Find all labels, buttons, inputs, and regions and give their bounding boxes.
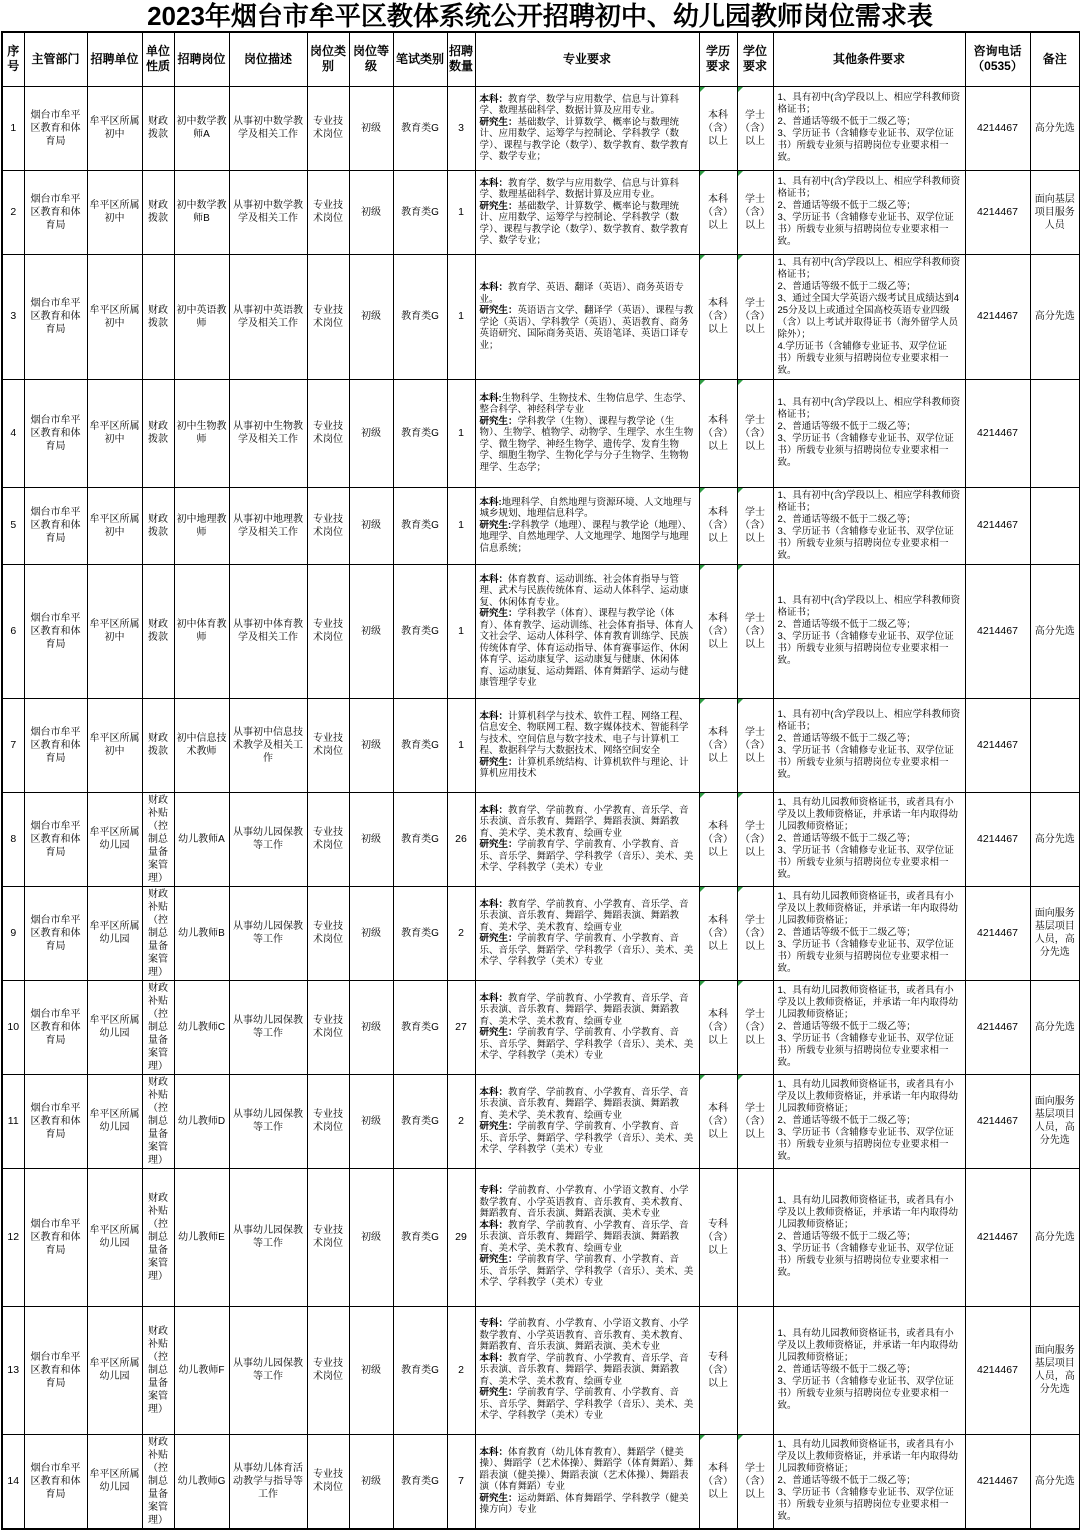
cell-serial: 7 — [2, 698, 24, 792]
recruitment-table — [1, 31, 1080, 1530]
cell-exam-type: 教育类G — [393, 86, 447, 170]
cell-level: 初级 — [349, 86, 393, 170]
cell-majors: 本科：计算机科学与技术、软件工程、网络工程、信息安全、物联网工程、数字媒体技术、智能科学与技术、空间信息与数字技术、电子与计算机工程、数据科学与大数据技术、网络空间安全 研究生：计算机系统结构、计算机软件与理论、计算机应用技术 — [475, 698, 699, 792]
column-header-14: 咨询电话（0535） — [965, 32, 1030, 86]
cell-nature: 财政补贴（控制总量备案管理） — [142, 1074, 174, 1168]
cell-nature: 财政拨款 — [142, 170, 174, 254]
cell-conditions: 1、具有幼儿园教师资格证书，或者具有小学及以上教师资格证，并承诺一年内取得幼儿园教师资格证； 2、普通话等级不低于二级乙等； 3、学历证书（含辅修专业证书、双学位证书）所载专业须与招聘岗位专业要求相一致。 — [773, 792, 965, 886]
cell-description: 从事幼儿园保教等工作 — [229, 980, 307, 1074]
cell-remark: 高分先选 — [1030, 1168, 1080, 1306]
cell-conditions: 1、具有初中(含)学段以上、相应学科教师资格证书； 2、普通话等级不低于二级乙等； 3、学历证书（含辅修专业证书、双学位证书）所载专业须与招聘岗位专业要求相一致。 — [773, 86, 965, 170]
cell-category: 专业技术岗位 — [307, 1168, 349, 1306]
cell-unit: 牟平区所属幼儿园 — [87, 1434, 142, 1529]
cell-category: 专业技术岗位 — [307, 487, 349, 564]
table-row — [2, 86, 1080, 170]
cell-phone: 4214467 — [965, 886, 1030, 980]
cell-category: 专业技术岗位 — [307, 254, 349, 379]
cell-education: 专科（含）以上 — [699, 1306, 737, 1434]
cell-unit: 牟平区所属幼儿园 — [87, 980, 142, 1074]
cell-conditions: 1、具有幼儿园教师资格证书，或者具有小学及以上教师资格证，并承诺一年内取得幼儿园教师资格证； 2、普通话等级不低于二级乙等； 3、学历证书（含辅修专业证书、双学位证书）所载专业须与招聘岗位专业要求相一致。 — [773, 1074, 965, 1168]
cell-level: 初级 — [349, 379, 393, 487]
cell-position: 初中英语教师 — [174, 254, 229, 379]
cell-level: 初级 — [349, 1168, 393, 1306]
column-header-12: 学位要求 — [737, 32, 773, 86]
cell-description: 从事初中数学教学及相关工作 — [229, 170, 307, 254]
cell-level: 初级 — [349, 698, 393, 792]
cell-nature: 财政补贴（控制总量备案管理） — [142, 1168, 174, 1306]
cell-position: 幼儿教师F — [174, 1306, 229, 1434]
cell-unit: 牟平区所属初中 — [87, 170, 142, 254]
cell-remark — [1030, 487, 1080, 564]
cell-description: 从事幼儿园保教等工作 — [229, 792, 307, 886]
cell-description: 从事幼儿园保教等工作 — [229, 886, 307, 980]
cell-position: 初中地理教师 — [174, 487, 229, 564]
cell-remark: 面向服务基层项目人员，高分先选 — [1030, 886, 1080, 980]
cell-level: 初级 — [349, 886, 393, 980]
cell-serial: 3 — [2, 254, 24, 379]
cell-serial: 9 — [2, 886, 24, 980]
cell-position: 幼儿教师G — [174, 1434, 229, 1529]
cell-degree: 学士（含）以上 — [737, 1434, 773, 1529]
cell-phone: 4214467 — [965, 792, 1030, 886]
cell-description: 从事初中地理教学及相关工作 — [229, 487, 307, 564]
cell-degree — [737, 1168, 773, 1306]
cell-education: 本科（含）以上 — [699, 86, 737, 170]
cell-position: 幼儿教师A — [174, 792, 229, 886]
cell-unit: 牟平区所属初中 — [87, 487, 142, 564]
table-row — [2, 1434, 1080, 1529]
cell-phone: 4214467 — [965, 1434, 1030, 1529]
cell-nature: 财政补贴（控制总量备案管理） — [142, 886, 174, 980]
cell-remark: 高分先选 — [1030, 980, 1080, 1074]
cell-conditions: 1、具有幼儿园教师资格证书，或者具有小学及以上教师资格证，并承诺一年内取得幼儿园教师资格证； 2、普通话等级不低于二级乙等； 3、学历证书（含辅修专业证书、双学位证书）所载专业须与招聘岗位专业要求相一致。 — [773, 886, 965, 980]
cell-education: 本科（含）以上 — [699, 487, 737, 564]
cell-degree: 学士（含）以上 — [737, 564, 773, 698]
cell-category: 专业技术岗位 — [307, 1306, 349, 1434]
cell-serial: 2 — [2, 170, 24, 254]
cell-phone: 4214467 — [965, 1074, 1030, 1168]
cell-serial: 4 — [2, 379, 24, 487]
header-row — [2, 32, 1080, 86]
cell-level: 初级 — [349, 1306, 393, 1434]
cell-nature: 财政拨款 — [142, 487, 174, 564]
cell-majors: 本科：体育教育（幼儿体育教育）、舞蹈学（健美操）、舞蹈学（艺术体操）、舞蹈学（体育舞蹈）、舞蹈表演（健美操）、舞蹈表演（艺术体操）、舞蹈表演（体育舞蹈）专业 研究生：运动舞蹈、体育舞蹈学、学科教学（健美操方向）专业 — [475, 1434, 699, 1529]
column-header-11: 学历要求 — [699, 32, 737, 86]
cell-level: 初级 — [349, 1434, 393, 1529]
cell-conditions: 1、具有初中(含)学段以上、相应学科教师资格证书； 2、普通话等级不低于二级乙等； 3、学历证书（含辅修专业证书、双学位证书）所载专业须与招聘岗位专业要求相一致。 — [773, 487, 965, 564]
cell-exam-type: 教育类G — [393, 379, 447, 487]
cell-education: 本科（含）以上 — [699, 379, 737, 487]
cell-category: 专业技术岗位 — [307, 792, 349, 886]
cell-unit: 牟平区所属初中 — [87, 698, 142, 792]
cell-conditions: 1、具有幼儿园教师资格证书，或者具有小学及以上教师资格证，并承诺一年内取得幼儿园教师资格证； 2、普通话等级不低于二级乙等； 3、学历证书（含辅修专业证书、双学位证书）所载专业须与招聘岗位专业要求相一致。 — [773, 1434, 965, 1529]
cell-majors: 本科：教育学、英语、翻译（英语）、商务英语专业。 研究生：英语语言文学、翻译学（英语）、课程与教学论（英语）、学科教学（英语）、英语教育、商务英语研究、国际商务英语、英语笔译、英语口译专业； — [475, 254, 699, 379]
cell-nature: 财政拨款 — [142, 86, 174, 170]
cell-level: 初级 — [349, 564, 393, 698]
cell-category: 专业技术岗位 — [307, 980, 349, 1074]
cell-category: 专业技术岗位 — [307, 379, 349, 487]
cell-serial: 8 — [2, 792, 24, 886]
column-header-3: 单位性质 — [142, 32, 174, 86]
cell-majors: 本科：体育教育、运动训练、社会体育指导与管理、武术与民族传统体育、运动人体科学、运动康复、休闲体育专业。 研究生：学科教学（体育）、课程与教学论（体育）、体育教学、运动训练、社会体育指导、体育人文社会学、运动人体科学、体育教育训练学、民族传统体育学、体育运动指导、体育赛事运作、休闲体育学、运动康复学、运动康复与健康、休闲体育、运动康复、运动舞蹈、体育舞蹈学、运动与健康管理学专业 — [475, 564, 699, 698]
cell-serial: 6 — [2, 564, 24, 698]
cell-majors: 本科:地理科学、自然地理与资源环境、人文地理与城乡规划、地理信息科学。 研究生:学科教学（地理）、课程与教学论（地理）、地理学、自然地理学、人文地理学、地图学与地理信息系统； — [475, 487, 699, 564]
cell-category: 专业技术岗位 — [307, 86, 349, 170]
table-row — [2, 980, 1080, 1074]
cell-category: 专业技术岗位 — [307, 564, 349, 698]
cell-majors: 本科：教育学、数学与应用数学、信息与计算科学、数理基础科学、数据计算及应用专业。 研究生：基础数学、计算数学、概率论与数理统计、应用数学、运筹学与控制论、学科教学（数学）、课程与教学论（数学）、数学教育、数学教育学、数学专业； — [475, 86, 699, 170]
cell-count: 29 — [447, 1168, 475, 1306]
cell-degree: 学士（含）以上 — [737, 487, 773, 564]
cell-degree: 学士（含）以上 — [737, 86, 773, 170]
cell-majors: 专科：学前教育、小学教育、小学语文教育、小学数学教育、小学英语教育、音乐教育、美术教育、舞蹈教育、音乐表演、舞蹈表演、美术专业 本科：教育学、学前教育、小学教育、音乐学、音乐表演、音乐教育、舞蹈学、舞蹈表演、舞蹈教育、美术学、美术教育、绘画专业 研究生：学前教育学、学前教育、小学教育、音乐、音乐学、舞蹈学、学科教学（音乐）、美术、美术学、学科教学（美术）专业 — [475, 1306, 699, 1434]
cell-description: 从事幼儿园保教等工作 — [229, 1306, 307, 1434]
cell-education: 本科（含）以上 — [699, 1074, 737, 1168]
page-title: 2023年烟台市牟平区教体系统公开招聘初中、幼儿园教师岗位需求表 — [147, 1, 933, 31]
cell-department: 烟台市牟平区教育和体育局 — [24, 980, 87, 1074]
cell-exam-type: 教育类G — [393, 254, 447, 379]
cell-degree: 学士（含）以上 — [737, 170, 773, 254]
cell-majors: 本科：教育学、学前教育、小学教育、音乐学、音乐表演、音乐教育、舞蹈学、舞蹈表演、舞蹈教育、美术学、美术教育、绘画专业 研究生：学前教育学、学前教育、小学教育、音乐、音乐学、舞蹈学、学科教学（音乐）、美术、美术学、学科教学（美术）专业 — [475, 1074, 699, 1168]
cell-exam-type: 教育类G — [393, 1306, 447, 1434]
cell-phone: 4214467 — [965, 1168, 1030, 1306]
cell-count: 2 — [447, 1074, 475, 1168]
cell-exam-type: 教育类G — [393, 698, 447, 792]
cell-remark: 高分先选 — [1030, 1434, 1080, 1529]
cell-description: 从事初中英语教学及相关工作 — [229, 254, 307, 379]
table-row — [2, 487, 1080, 564]
cell-remark: 面向服务基层项目人员，高分先选 — [1030, 1074, 1080, 1168]
cell-remark — [1030, 379, 1080, 487]
column-header-8: 笔试类别 — [393, 32, 447, 86]
cell-serial: 11 — [2, 1074, 24, 1168]
table-row — [2, 792, 1080, 886]
cell-count: 7 — [447, 1434, 475, 1529]
cell-department: 烟台市牟平区教育和体育局 — [24, 886, 87, 980]
table-row — [2, 1306, 1080, 1434]
cell-majors: 专科：学前教育、小学教育、小学语文教育、小学数学教育、小学英语教育、音乐教育、美术教育、舞蹈教育、音乐表演、舞蹈表演、美术专业 本科：教育学、学前教育、小学教育、音乐学、音乐表演、音乐教育、舞蹈学、舞蹈表演、舞蹈教育、美术学、美术教育、绘画专业 研究生：学前教育学、学前教育、小学教育、音乐、音乐学、舞蹈学、学科教学（音乐）、美术、美术学、学科教学（美术）专业 — [475, 1168, 699, 1306]
cell-unit: 牟平区所属初中 — [87, 379, 142, 487]
cell-count: 26 — [447, 792, 475, 886]
cell-unit: 牟平区所属初中 — [87, 86, 142, 170]
cell-education: 专科（含）以上 — [699, 1168, 737, 1306]
cell-unit: 牟平区所属幼儿园 — [87, 792, 142, 886]
cell-exam-type: 教育类G — [393, 980, 447, 1074]
cell-unit: 牟平区所属幼儿园 — [87, 1306, 142, 1434]
cell-count: 1 — [447, 170, 475, 254]
cell-remark — [1030, 698, 1080, 792]
cell-nature: 财政拨款 — [142, 254, 174, 379]
cell-serial: 13 — [2, 1306, 24, 1434]
cell-department: 烟台市牟平区教育和体育局 — [24, 487, 87, 564]
cell-department: 烟台市牟平区教育和体育局 — [24, 1074, 87, 1168]
column-header-10: 专业要求 — [475, 32, 699, 86]
cell-category: 专业技术岗位 — [307, 698, 349, 792]
cell-category: 专业技术岗位 — [307, 170, 349, 254]
cell-unit: 牟平区所属初中 — [87, 564, 142, 698]
cell-remark: 高分先选 — [1030, 564, 1080, 698]
cell-level: 初级 — [349, 1074, 393, 1168]
cell-nature: 财政拨款 — [142, 698, 174, 792]
cell-count: 1 — [447, 564, 475, 698]
cell-department: 烟台市牟平区教育和体育局 — [24, 86, 87, 170]
cell-unit: 牟平区所属幼儿园 — [87, 1074, 142, 1168]
cell-position: 初中信息技术教师 — [174, 698, 229, 792]
cell-description: 从事初中体育教学及相关工作 — [229, 564, 307, 698]
cell-count: 1 — [447, 698, 475, 792]
cell-phone: 4214467 — [965, 170, 1030, 254]
table-row — [2, 698, 1080, 792]
cell-majors: 本科：教育学、学前教育、小学教育、音乐学、音乐表演、音乐教育、舞蹈学、舞蹈表演、舞蹈教育、美术学、美术教育、绘画专业 研究生：学前教育学、学前教育、小学教育、音乐、音乐学、舞蹈学、学科教学（音乐）、美术、美术学、学科教学（美术）专业 — [475, 980, 699, 1074]
column-header-15: 备注 — [1030, 32, 1080, 86]
cell-position: 幼儿教师B — [174, 886, 229, 980]
cell-department: 烟台市牟平区教育和体育局 — [24, 170, 87, 254]
cell-level: 初级 — [349, 980, 393, 1074]
cell-serial: 12 — [2, 1168, 24, 1306]
cell-department: 烟台市牟平区教育和体育局 — [24, 379, 87, 487]
cell-position: 初中体育教师 — [174, 564, 229, 698]
cell-count: 1 — [447, 254, 475, 379]
cell-phone: 4214467 — [965, 564, 1030, 698]
cell-position: 初中生物教师 — [174, 379, 229, 487]
cell-degree: 学士（含）以上 — [737, 254, 773, 379]
cell-nature: 财政补贴（控制总量备案管理） — [142, 792, 174, 886]
cell-majors: 本科:生物科学、生物技术、生物信息学、生态学、整合科学、神经科学专业 研究生：学科教学（生物）、课程与教学论（生物）、生物学、植物学、动物学、生理学、水生生物学、微生物学、神经生物学、遗传学、发育生物学、细胞生物学、生物化学与分子生物学、生物物理学、生态学； — [475, 379, 699, 487]
cell-count: 1 — [447, 487, 475, 564]
cell-description: 从事幼儿园保教等工作 — [229, 1074, 307, 1168]
cell-conditions: 1、具有幼儿园教师资格证书，或者具有小学及以上教师资格证，并承诺一年内取得幼儿园教师资格证； 2、普通话等级不低于二级乙等； 3、学历证书（含辅修专业证书、双学位证书）所载专业须与招聘岗位专业要求相一致。 — [773, 1306, 965, 1434]
column-header-2: 招聘单位 — [87, 32, 142, 86]
table-row — [2, 1168, 1080, 1306]
cell-nature: 财政拨款 — [142, 564, 174, 698]
cell-degree: 学士（含）以上 — [737, 379, 773, 487]
cell-description: 从事初中数学教学及相关工作 — [229, 86, 307, 170]
cell-conditions: 1、具有幼儿园教师资格证书，或者具有小学及以上教师资格证，并承诺一年内取得幼儿园教师资格证； 2、普通话等级不低于二级乙等； 3、学历证书（含辅修专业证书、双学位证书）所载专业须与招聘岗位专业要求相一致。 — [773, 1168, 965, 1306]
cell-conditions: 1、具有初中(含)学段以上、相应学科教师资格证书； 2、普通话等级不低于二级乙等； 3、通过全国大学英语六级考试且成绩达到425分及以上或通过全国高校英语专业四级（含）以上考试并取得证书（海外留学人员除外）； 4.学历证书（含辅修专业证书、双学位证书）所载专业须与招聘岗位专业要求相一致。 — [773, 254, 965, 379]
cell-phone: 4214467 — [965, 980, 1030, 1074]
cell-degree: 学士（含）以上 — [737, 886, 773, 980]
cell-department: 烟台市牟平区教育和体育局 — [24, 1168, 87, 1306]
column-header-0: 序号 — [2, 32, 24, 86]
cell-degree: 学士（含）以上 — [737, 1074, 773, 1168]
cell-phone: 4214467 — [965, 254, 1030, 379]
table-row — [2, 170, 1080, 254]
cell-degree: 学士（含）以上 — [737, 792, 773, 886]
cell-department: 烟台市牟平区教育和体育局 — [24, 792, 87, 886]
cell-category: 专业技术岗位 — [307, 1074, 349, 1168]
cell-department: 烟台市牟平区教育和体育局 — [24, 254, 87, 379]
cell-exam-type: 教育类G — [393, 487, 447, 564]
cell-position: 幼儿教师E — [174, 1168, 229, 1306]
column-header-5: 岗位描述 — [229, 32, 307, 86]
cell-unit: 牟平区所属幼儿园 — [87, 886, 142, 980]
cell-conditions: 1、具有初中(含)学段以上、相应学科教师资格证书； 2、普通话等级不低于二级乙等； 3、学历证书（含辅修专业证书、双学位证书）所载专业须与招聘岗位专业要求相一致。 — [773, 564, 965, 698]
cell-phone: 4214467 — [965, 379, 1030, 487]
cell-level: 初级 — [349, 487, 393, 564]
cell-majors: 本科：教育学、学前教育、小学教育、音乐学、音乐表演、音乐教育、舞蹈学、舞蹈表演、舞蹈教育、美术学、美术教育、绘画专业 研究生：学前教育学、学前教育、小学教育、音乐、音乐学、舞蹈学、学科教学（音乐）、美术、美术学、学科教学（美术）专业 — [475, 792, 699, 886]
cell-department: 烟台市牟平区教育和体育局 — [24, 698, 87, 792]
table-row — [2, 1074, 1080, 1168]
cell-remark: 高分先选 — [1030, 792, 1080, 886]
cell-phone: 4214467 — [965, 86, 1030, 170]
cell-description: 从事幼儿体育活动教学与指导等工作 — [229, 1434, 307, 1529]
cell-exam-type: 教育类G — [393, 886, 447, 980]
cell-education: 本科（含）以上 — [699, 886, 737, 980]
cell-remark: 面向服务基层项目人员，高分先选 — [1030, 1306, 1080, 1434]
cell-count: 2 — [447, 1306, 475, 1434]
cell-level: 初级 — [349, 170, 393, 254]
cell-count: 2 — [447, 886, 475, 980]
cell-remark: 高分先选 — [1030, 86, 1080, 170]
cell-exam-type: 教育类G — [393, 1168, 447, 1306]
cell-category: 专业技术岗位 — [307, 886, 349, 980]
table-row — [2, 254, 1080, 379]
cell-nature: 财政补贴（控制总量备案管理） — [142, 1434, 174, 1529]
column-header-1: 主管部门 — [24, 32, 87, 86]
cell-conditions: 1、具有初中(含)学段以上、相应学科教师资格证书； 2、普通话等级不低于二级乙等； 3、学历证书（含辅修专业证书、双学位证书）所载专业须与招聘岗位专业要求相一致。 — [773, 379, 965, 487]
cell-unit: 牟平区所属初中 — [87, 254, 142, 379]
cell-education: 本科（含）以上 — [699, 1434, 737, 1529]
cell-conditions: 1、具有幼儿园教师资格证书，或者具有小学及以上教师资格证，并承诺一年内取得幼儿园教师资格证； 2、普通话等级不低于二级乙等； 3、学历证书（含辅修专业证书、双学位证书）所载专业须与招聘岗位专业要求相一致。 — [773, 980, 965, 1074]
cell-serial: 5 — [2, 487, 24, 564]
cell-majors: 本科：教育学、学前教育、小学教育、音乐学、音乐表演、音乐教育、舞蹈学、舞蹈表演、舞蹈教育、美术学、美术教育、绘画专业 研究生：学前教育学、学前教育、小学教育、音乐、音乐学、舞蹈学、学科教学（音乐）、美术、美术学、学科教学（美术）专业 — [475, 886, 699, 980]
cell-serial: 10 — [2, 980, 24, 1074]
cell-degree: 学士（含）以上 — [737, 980, 773, 1074]
cell-category: 专业技术岗位 — [307, 1434, 349, 1529]
column-header-7: 岗位等级 — [349, 32, 393, 86]
cell-description: 从事初中生物教学及相关工作 — [229, 379, 307, 487]
cell-education: 本科（含）以上 — [699, 698, 737, 792]
cell-count: 27 — [447, 980, 475, 1074]
column-header-6: 岗位类别 — [307, 32, 349, 86]
column-header-4: 招聘岗位 — [174, 32, 229, 86]
cell-phone: 4214467 — [965, 698, 1030, 792]
cell-nature: 财政补贴（控制总量备案管理） — [142, 980, 174, 1074]
cell-nature: 财政拨款 — [142, 379, 174, 487]
table-row — [2, 379, 1080, 487]
cell-position: 幼儿教师D — [174, 1074, 229, 1168]
cell-education: 本科（含）以上 — [699, 254, 737, 379]
cell-department: 烟台市牟平区教育和体育局 — [24, 564, 87, 698]
table-row — [2, 564, 1080, 698]
cell-exam-type: 教育类G — [393, 170, 447, 254]
cell-position: 初中数学教师B — [174, 170, 229, 254]
cell-department: 烟台市牟平区教育和体育局 — [24, 1434, 87, 1529]
cell-exam-type: 教育类G — [393, 792, 447, 886]
cell-serial: 14 — [2, 1434, 24, 1529]
cell-position: 幼儿教师C — [174, 980, 229, 1074]
cell-level: 初级 — [349, 792, 393, 886]
cell-level: 初级 — [349, 254, 393, 379]
cell-count: 3 — [447, 86, 475, 170]
cell-education: 本科（含）以上 — [699, 170, 737, 254]
column-header-9: 招聘数量 — [447, 32, 475, 86]
cell-conditions: 1、具有初中(含)学段以上、相应学科教师资格证书； 2、普通话等级不低于二级乙等； 3、学历证书（含辅修专业证书、双学位证书）所载专业须与招聘岗位专业要求相一致。 — [773, 698, 965, 792]
cell-education: 本科（含）以上 — [699, 980, 737, 1074]
cell-education: 本科（含）以上 — [699, 792, 737, 886]
cell-count: 1 — [447, 379, 475, 487]
cell-education: 本科（含）以上 — [699, 564, 737, 698]
table-row — [2, 886, 1080, 980]
cell-majors: 本科：教育学、数学与应用数学、信息与计算科学、数理基础科学、数据计算及应用专业。 研究生：基础数学、计算数学、概率论与数理统计、应用数学、运筹学与控制论、学科教学（数学）、课程与教学论（数学）、数学教育、数学教育学、数学专业； — [475, 170, 699, 254]
cell-degree — [737, 1306, 773, 1434]
cell-exam-type: 教育类G — [393, 1074, 447, 1168]
cell-phone: 4214467 — [965, 1306, 1030, 1434]
cell-remark: 面向基层项目服务人员 — [1030, 170, 1080, 254]
cell-phone: 4214467 — [965, 487, 1030, 564]
table-body — [2, 86, 1080, 1529]
cell-description: 从事初中信息技术教学及相关工作 — [229, 698, 307, 792]
cell-serial: 1 — [2, 86, 24, 170]
cell-position: 初中数学教师A — [174, 86, 229, 170]
column-header-13: 其他条件要求 — [773, 32, 965, 86]
cell-department: 烟台市牟平区教育和体育局 — [24, 1306, 87, 1434]
cell-exam-type: 教育类G — [393, 564, 447, 698]
cell-exam-type: 教育类G — [393, 1434, 447, 1529]
cell-degree: 学士（含）以上 — [737, 698, 773, 792]
cell-nature: 财政补贴（控制总量备案管理） — [142, 1306, 174, 1434]
cell-remark: 高分先选 — [1030, 254, 1080, 379]
cell-conditions: 1、具有初中(含)学段以上、相应学科教师资格证书； 2、普通话等级不低于二级乙等； 3、学历证书（含辅修专业证书、双学位证书）所载专业须与招聘岗位专业要求相一致。 — [773, 170, 965, 254]
cell-description: 从事幼儿园保教等工作 — [229, 1168, 307, 1306]
cell-unit: 牟平区所属幼儿园 — [87, 1168, 142, 1306]
